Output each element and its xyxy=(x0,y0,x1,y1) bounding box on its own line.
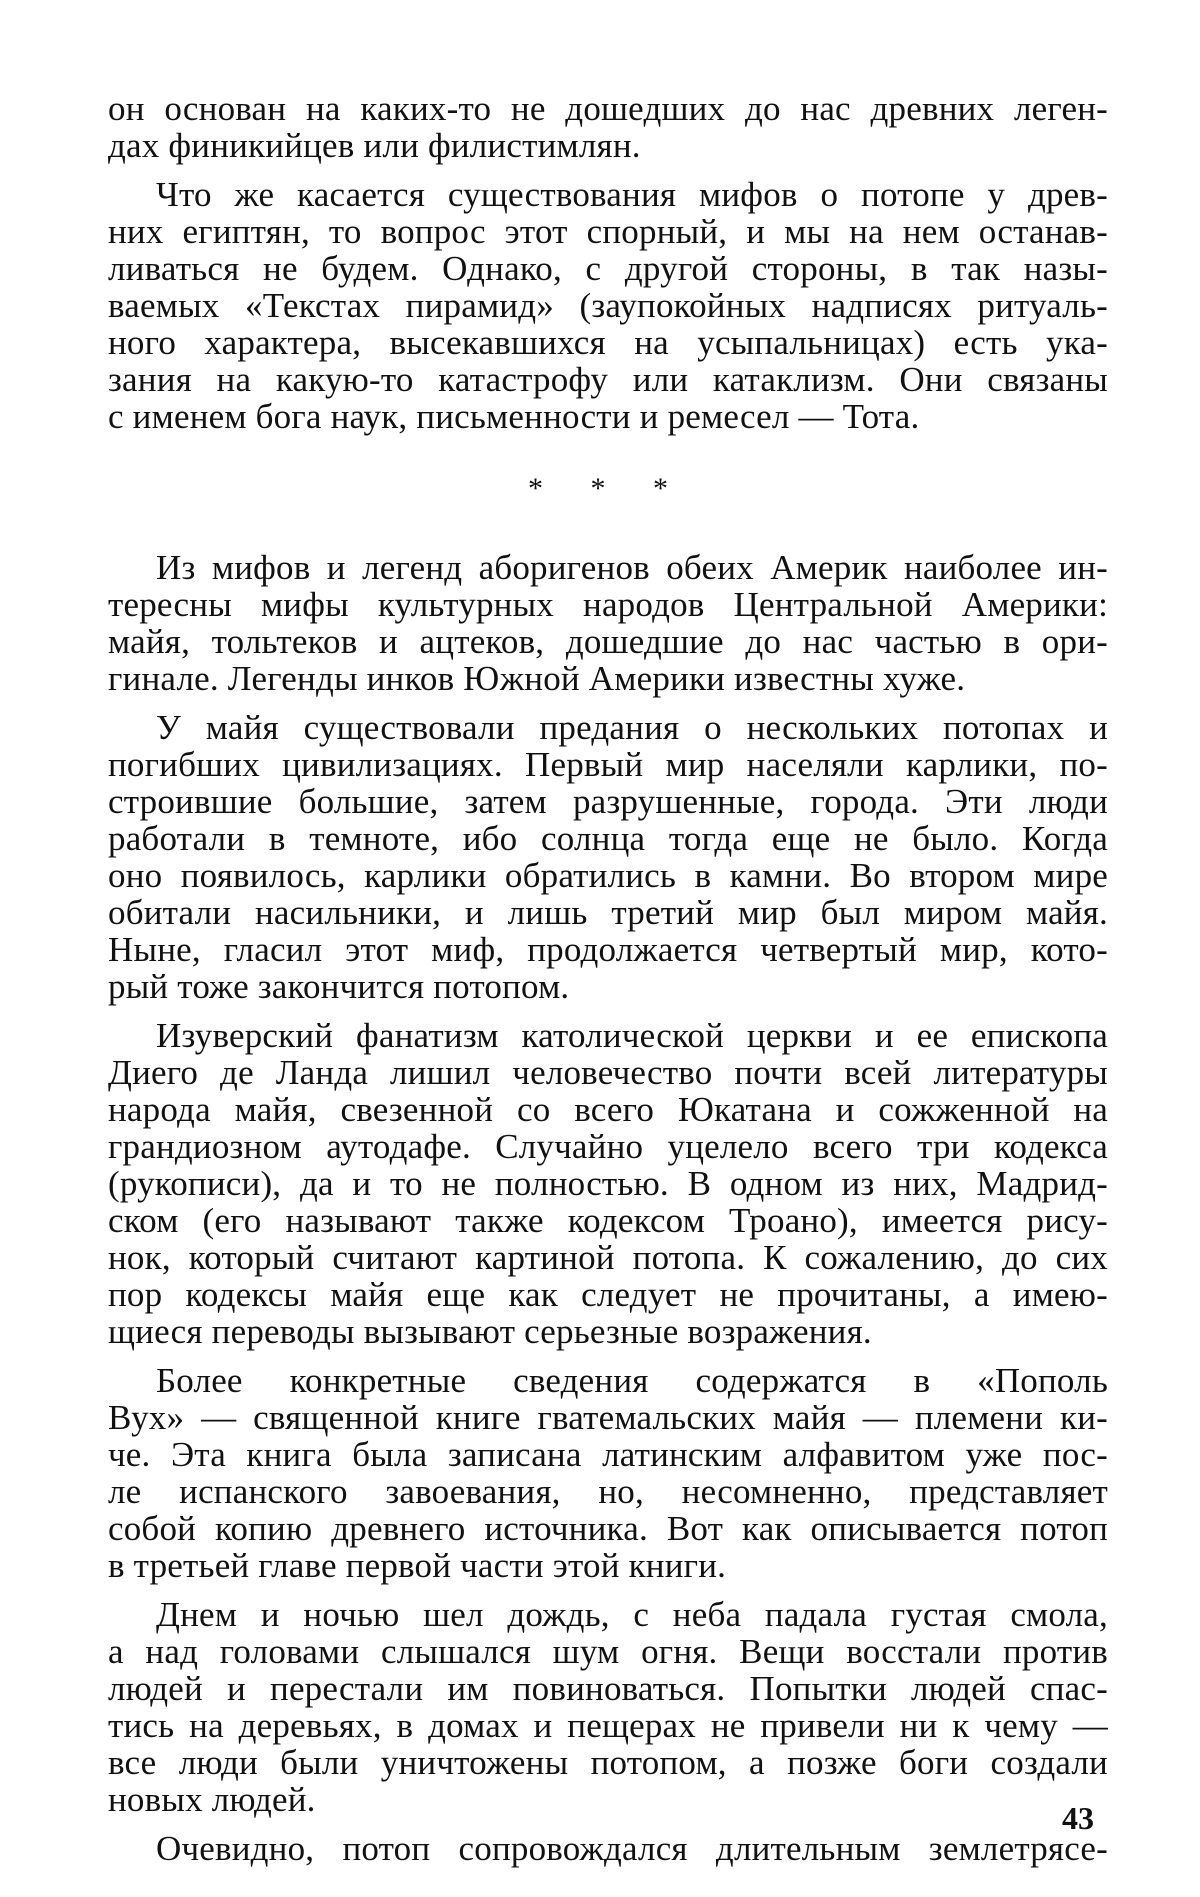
text-line: людей и перестали им повиноваться. Попытки людей спас- xyxy=(108,1669,1108,1708)
text-line: он основан на каких-то не дошедших до нас древних леген- xyxy=(108,89,1108,128)
text-line: ваемых «Текстах пирамид» (заупокойных надписях ритуаль- xyxy=(108,286,1108,325)
text-line: погибших цивилизациях. Первый мир населяли карлики, по- xyxy=(108,745,1108,784)
text-line: (рукописи), да и то не полностью. В одном из них, Мадрид- xyxy=(108,1164,1108,1203)
text-line: Очевидно, потоп сопровождался длительным землетрясе- xyxy=(156,1829,1108,1868)
text-line: гинале. Легенды инков Южной Америки известны хуже. xyxy=(108,659,966,698)
text-line: грандиозном аутодафе. Случайно уцелело всего три кодекса xyxy=(108,1127,1108,1166)
paragraph-7 xyxy=(108,1596,1108,1818)
text-line: ском (его называют также кодексом Троано), имеется рису- xyxy=(108,1201,1108,1240)
text-line: пор кодексы майя еще как следует не прочитаны, а имею- xyxy=(108,1275,1108,1314)
text-line: тересны мифы культурных народов Центральной Америки: xyxy=(108,585,1108,624)
text-line: тись на деревьях, в домах и пещерах не привели ни к чему — xyxy=(108,1706,1108,1745)
paragraph-6 xyxy=(108,1362,1108,1584)
text-line: дах финикийцев или филистимлян. xyxy=(108,126,641,165)
text-line: щиеся переводы вызывают серьезные возражения. xyxy=(108,1312,872,1351)
page-number: 43 xyxy=(1062,1800,1094,1836)
text-line: нок, который считают картиной потопа. К сожалению, до сих xyxy=(108,1238,1108,1277)
text-line: зания на какую-то катастрофу или катаклизм. Они связаны xyxy=(108,360,1108,399)
text-line: Днем и ночью шел дождь, с неба падала густая смола, xyxy=(156,1595,1108,1634)
text-line: новых людей. xyxy=(108,1780,316,1819)
text-line: Более конкретные сведения содержатся в «Пополь xyxy=(156,1361,1108,1400)
text-line: Что же касается существования мифов о потопе у древ- xyxy=(156,175,1108,214)
text-line: все люди были уничтожены потопом, а позже боги создали xyxy=(108,1743,1108,1782)
section-separator: * * * xyxy=(528,472,688,505)
text-line: Изуверский фанатизм католической церкви и ее епископа xyxy=(156,1016,1108,1055)
text-line: собой копию древнего источника. Вот как описывается потоп xyxy=(108,1509,1108,1548)
paragraph-4 xyxy=(108,709,1108,1005)
text-line: в третьей главе первой части этой книги. xyxy=(108,1546,727,1585)
text-line: с именем бога наук, письменности и ремесел — Тота. xyxy=(108,397,920,436)
text-line: майя, тольтеков и ацтеков, дошедшие до нас частью в ори- xyxy=(108,622,1108,661)
paragraph-3 xyxy=(108,549,1108,697)
text-line: Из мифов и легенд аборигенов обеих Америк наиболее ин- xyxy=(156,548,1108,587)
text-line: ного характера, высекавшихся на усыпальницах) есть ука- xyxy=(108,323,1108,362)
text-line: че. Эта книга была записана латинским алфавитом уже пос- xyxy=(108,1435,1108,1474)
text-line: народа майя, свезенной со всего Юкатана и сожженной на xyxy=(108,1090,1108,1129)
text-line: Ныне, гласил этот миф, продолжается четвертый мир, кото- xyxy=(108,930,1108,969)
text-line: работали в темноте, ибо солнца тогда еще не было. Когда xyxy=(108,819,1108,858)
text-line: Диего де Ланда лишил человечество почти всей литературы xyxy=(108,1053,1108,1092)
page-body xyxy=(108,90,1108,1867)
text-line: ле испанского завоевания, но, несомненно, представляет xyxy=(108,1472,1108,1511)
paragraph-5 xyxy=(108,1017,1108,1350)
text-line: обитали насильники, и лишь третий мир был миром майя. xyxy=(108,893,1108,932)
text-line: а над головами слышался шум огня. Вещи восстали против xyxy=(108,1632,1108,1671)
text-line: рый тоже закончится потопом. xyxy=(108,967,570,1006)
text-line: строившие большие, затем разрушенные, города. Эти люди xyxy=(108,782,1108,821)
text-line: оно появилось, карлики обратились в камни. Во втором мире xyxy=(108,856,1108,895)
text-line: Вух» — священной книге гватемальских майя — племени ки- xyxy=(108,1398,1108,1437)
text-line: У майя существовали предания о нескольких потопах и xyxy=(156,708,1108,747)
paragraph-8 xyxy=(108,1830,1108,1867)
paragraph-2 xyxy=(108,176,1108,435)
text-line: ливаться не будем. Однако, с другой стороны, в так назы- xyxy=(108,249,1108,288)
text-line: них египтян, то вопрос этот спорный, и мы на нем останав- xyxy=(108,212,1108,251)
paragraph-1 xyxy=(108,90,1108,164)
